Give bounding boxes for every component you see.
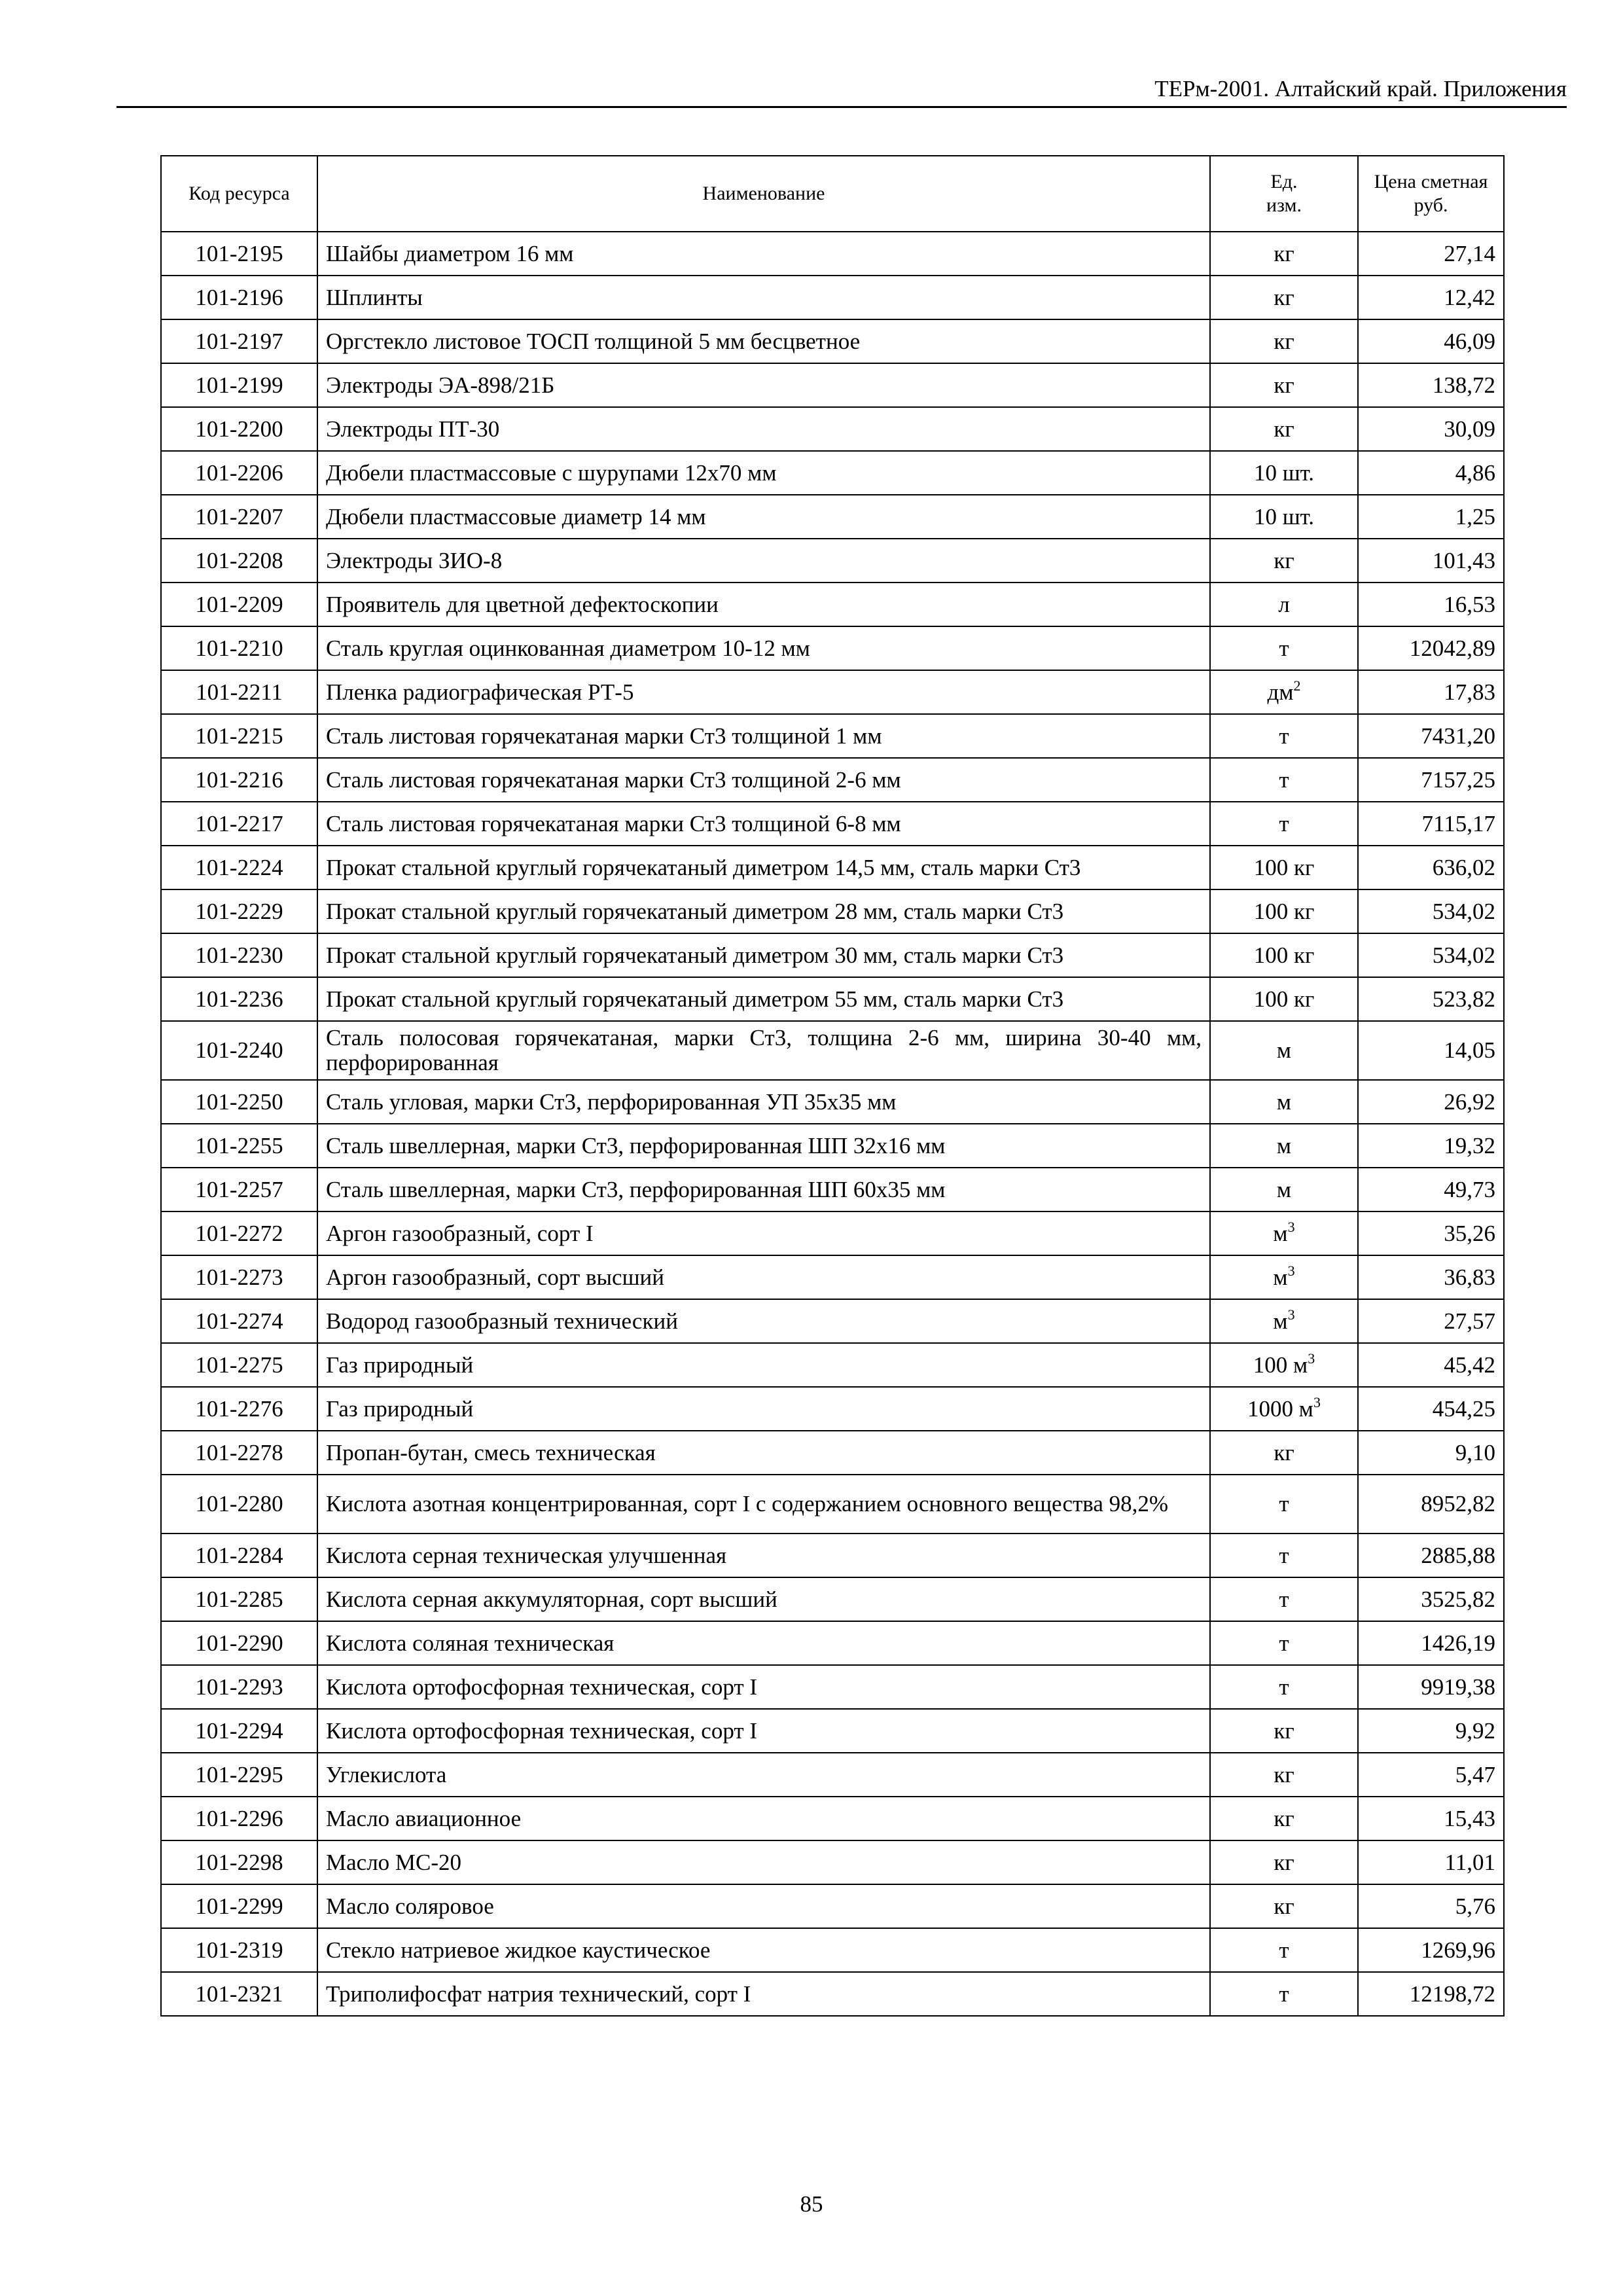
price-cell: 1269,96 bbox=[1358, 1928, 1504, 1972]
column-header-unit: Ед. изм. bbox=[1210, 156, 1358, 232]
unit-cell: кг bbox=[1210, 319, 1358, 363]
table-row bbox=[161, 583, 1504, 626]
table-row bbox=[161, 1021, 1504, 1080]
unit-cell: 100 кг bbox=[1210, 977, 1358, 1021]
resource-code-cell: 101-2215 bbox=[161, 714, 317, 758]
resource-code-cell: 101-2290 bbox=[161, 1621, 317, 1665]
unit-cell: кг bbox=[1210, 232, 1358, 276]
resource-name-cell: Кислота серная аккумуляторная, сорт высший bbox=[317, 1577, 1210, 1621]
price-cell: 16,53 bbox=[1358, 583, 1504, 626]
price-cell: 30,09 bbox=[1358, 407, 1504, 451]
unit-cell: 100 $м^3$ bbox=[1210, 1343, 1358, 1387]
unit-cell: т bbox=[1210, 1621, 1358, 1665]
price-cell: 15,43 bbox=[1358, 1797, 1504, 1840]
unit-cell: т bbox=[1210, 1475, 1358, 1534]
resource-name-cell: Прокат стальной круглый горячекатаный диметром 55 мм, сталь марки Ст3 bbox=[317, 977, 1210, 1021]
resource-code-cell: 101-2250 bbox=[161, 1080, 317, 1124]
table-row bbox=[161, 1211, 1504, 1255]
price-cell: 14,05 bbox=[1358, 1021, 1504, 1080]
price-cell: 523,82 bbox=[1358, 977, 1504, 1021]
resource-name-cell: Кислота ортофосфорная техническая, сорт I bbox=[317, 1665, 1210, 1709]
resource-name-cell: Сталь круглая оцинкованная диаметром 10-12 мм bbox=[317, 626, 1210, 670]
price-cell: 45,42 bbox=[1358, 1343, 1504, 1387]
table-row bbox=[161, 495, 1504, 539]
header-title: ТЕРм-2001. Алтайский край. Приложения bbox=[1154, 76, 1567, 101]
price-cell: 454,25 bbox=[1358, 1387, 1504, 1431]
resource-price-table bbox=[160, 155, 1505, 2017]
resource-code-cell: 101-2284 bbox=[161, 1534, 317, 1577]
price-cell: 636,02 bbox=[1358, 846, 1504, 889]
resource-name-cell: Прокат стальной круглый горячекатаный диметром 30 мм, сталь марки Ст3 bbox=[317, 933, 1210, 977]
table-row bbox=[161, 232, 1504, 276]
table-row bbox=[161, 714, 1504, 758]
resource-name-cell: Кислота азотная концентрированная, сорт I с содержанием основного вещества 98,2% bbox=[317, 1475, 1210, 1534]
unit-cell: $м^3$ bbox=[1210, 1211, 1358, 1255]
unit-cell: кг bbox=[1210, 407, 1358, 451]
unit-cell: т bbox=[1210, 1577, 1358, 1621]
resource-name-cell: Масло МС-20 bbox=[317, 1840, 1210, 1884]
table-row bbox=[161, 758, 1504, 802]
resource-code-cell: 101-2298 bbox=[161, 1840, 317, 1884]
unit-cell: кг bbox=[1210, 1753, 1358, 1797]
unit-cell: т bbox=[1210, 802, 1358, 846]
table-body bbox=[161, 232, 1504, 2016]
resource-code-cell: 101-2278 bbox=[161, 1431, 317, 1475]
resource-code-cell: 101-2217 bbox=[161, 802, 317, 846]
price-cell: 4,86 bbox=[1358, 451, 1504, 495]
unit-cell: $м^3$ bbox=[1210, 1299, 1358, 1343]
price-cell: 9919,38 bbox=[1358, 1665, 1504, 1709]
unit-cell: т bbox=[1210, 626, 1358, 670]
unit-cell: кг bbox=[1210, 539, 1358, 583]
resource-name-cell: Кислота серная техническая улучшенная bbox=[317, 1534, 1210, 1577]
table-row bbox=[161, 889, 1504, 933]
table-row bbox=[161, 1124, 1504, 1168]
resource-code-cell: 101-2294 bbox=[161, 1709, 317, 1753]
table-row bbox=[161, 276, 1504, 319]
price-cell: 35,26 bbox=[1358, 1211, 1504, 1255]
unit-cell: кг bbox=[1210, 276, 1358, 319]
resource-code-cell: 101-2230 bbox=[161, 933, 317, 977]
unit-cell: м bbox=[1210, 1080, 1358, 1124]
price-cell: 101,43 bbox=[1358, 539, 1504, 583]
resource-code-cell: 101-2240 bbox=[161, 1021, 317, 1080]
price-cell: 1,25 bbox=[1358, 495, 1504, 539]
unit-exponent: 3 bbox=[1287, 1262, 1295, 1279]
table-row bbox=[161, 670, 1504, 714]
table-row bbox=[161, 1080, 1504, 1124]
resource-name-cell: Триполифосфат натрия технический, сорт I bbox=[317, 1972, 1210, 2016]
resource-name-cell: Прокат стальной круглый горячекатаный диметром 28 мм, сталь марки Ст3 bbox=[317, 889, 1210, 933]
unit-cell: т bbox=[1210, 1928, 1358, 1972]
resource-code-cell: 101-2296 bbox=[161, 1797, 317, 1840]
resource-name-cell: Углекислота bbox=[317, 1753, 1210, 1797]
unit-exponent: 3 bbox=[1287, 1306, 1295, 1323]
resource-code-cell: 101-2257 bbox=[161, 1168, 317, 1211]
price-cell: 12042,89 bbox=[1358, 626, 1504, 670]
resource-code-cell: 101-2276 bbox=[161, 1387, 317, 1431]
resource-code-cell: 101-2274 bbox=[161, 1299, 317, 1343]
unit-cell: $дм^2$ bbox=[1210, 670, 1358, 714]
unit-exponent: 3 bbox=[1313, 1393, 1321, 1410]
unit-cell: т bbox=[1210, 1534, 1358, 1577]
price-cell: 7115,17 bbox=[1358, 802, 1504, 846]
price-cell: 17,83 bbox=[1358, 670, 1504, 714]
resource-name-cell: Оргстекло листовое ТОСП толщиной 5 мм бесцветное bbox=[317, 319, 1210, 363]
table-row bbox=[161, 1475, 1504, 1534]
resource-code-cell: 101-2206 bbox=[161, 451, 317, 495]
resource-name-cell: Кислота ортофосфорная техническая, сорт I bbox=[317, 1709, 1210, 1753]
resource-code-cell: 101-2275 bbox=[161, 1343, 317, 1387]
resource-name-cell: Электроды ЭА-898/21Б bbox=[317, 363, 1210, 407]
price-cell: 8952,82 bbox=[1358, 1475, 1504, 1534]
running-header bbox=[116, 73, 1567, 108]
resource-name-cell: Стекло натриевое жидкое каустическое bbox=[317, 1928, 1210, 1972]
resource-name-cell: Пропан-бутан, смесь техническая bbox=[317, 1431, 1210, 1475]
unit-cell: 100 кг bbox=[1210, 889, 1358, 933]
unit-exponent: 3 bbox=[1287, 1218, 1295, 1235]
resource-code-cell: 101-2319 bbox=[161, 1928, 317, 1972]
resource-code-cell: 101-2209 bbox=[161, 583, 317, 626]
resource-name-cell: Прокат стальной круглый горячекатаный диметром 14,5 мм, сталь марки Ст3 bbox=[317, 846, 1210, 889]
resource-code-cell: 101-2295 bbox=[161, 1753, 317, 1797]
resource-name-cell: Аргон газообразный, сорт высший bbox=[317, 1255, 1210, 1299]
unit-cell: кг bbox=[1210, 1884, 1358, 1928]
price-cell: 36,83 bbox=[1358, 1255, 1504, 1299]
table-row bbox=[161, 1709, 1504, 1753]
table-header-row bbox=[161, 156, 1504, 232]
unit-exponent: 3 bbox=[1308, 1350, 1315, 1367]
resource-code-cell: 101-2197 bbox=[161, 319, 317, 363]
table-row bbox=[161, 1797, 1504, 1840]
table-row bbox=[161, 1534, 1504, 1577]
table-row bbox=[161, 846, 1504, 889]
table-row bbox=[161, 1255, 1504, 1299]
table-row bbox=[161, 1299, 1504, 1343]
table-row bbox=[161, 1665, 1504, 1709]
price-cell: 9,92 bbox=[1358, 1709, 1504, 1753]
unit-cell: м bbox=[1210, 1168, 1358, 1211]
unit-cell: т bbox=[1210, 758, 1358, 802]
table-row bbox=[161, 319, 1504, 363]
table-row bbox=[161, 1928, 1504, 1972]
table-row bbox=[161, 1972, 1504, 2016]
table-row bbox=[161, 539, 1504, 583]
unit-cell: л bbox=[1210, 583, 1358, 626]
table-row bbox=[161, 626, 1504, 670]
resource-code-cell: 101-2229 bbox=[161, 889, 317, 933]
price-cell: 534,02 bbox=[1358, 889, 1504, 933]
unit-cell: кг bbox=[1210, 1431, 1358, 1475]
table-row bbox=[161, 1577, 1504, 1621]
resource-code-cell: 101-2195 bbox=[161, 232, 317, 276]
price-cell: 49,73 bbox=[1358, 1168, 1504, 1211]
resource-name-cell: Водород газообразный технический bbox=[317, 1299, 1210, 1343]
resource-code-cell: 101-2293 bbox=[161, 1665, 317, 1709]
price-cell: 7431,20 bbox=[1358, 714, 1504, 758]
table-row bbox=[161, 363, 1504, 407]
unit-cell: м bbox=[1210, 1021, 1358, 1080]
resource-code-cell: 101-2272 bbox=[161, 1211, 317, 1255]
unit-cell: т bbox=[1210, 714, 1358, 758]
unit-cell: 10 шт. bbox=[1210, 495, 1358, 539]
resource-code-cell: 101-2236 bbox=[161, 977, 317, 1021]
resource-name-cell: Газ природный bbox=[317, 1343, 1210, 1387]
resource-code-cell: 101-2200 bbox=[161, 407, 317, 451]
unit-cell: 1000 $м^3$ bbox=[1210, 1387, 1358, 1431]
unit-cell: кг bbox=[1210, 1840, 1358, 1884]
column-header-name: Наименование bbox=[317, 156, 1210, 232]
price-cell: 9,10 bbox=[1358, 1431, 1504, 1475]
unit-cell: кг bbox=[1210, 1709, 1358, 1753]
table-row bbox=[161, 1431, 1504, 1475]
resource-code-cell: 101-2216 bbox=[161, 758, 317, 802]
resource-name-cell: Масло авиационное bbox=[317, 1797, 1210, 1840]
resource-code-cell: 101-2273 bbox=[161, 1255, 317, 1299]
resource-code-cell: 101-2207 bbox=[161, 495, 317, 539]
resource-name-cell: Кислота соляная техническая bbox=[317, 1621, 1210, 1665]
price-cell: 27,14 bbox=[1358, 232, 1504, 276]
resource-name-cell: Газ природный bbox=[317, 1387, 1210, 1431]
resource-name-cell: Шайбы диаметром 16 мм bbox=[317, 232, 1210, 276]
unit-cell: $м^3$ bbox=[1210, 1255, 1358, 1299]
resource-name-cell: Пленка радиографическая РТ-5 bbox=[317, 670, 1210, 714]
resource-name-cell: Сталь листовая горячекатаная марки Ст3 толщиной 1 мм bbox=[317, 714, 1210, 758]
price-cell: 138,72 bbox=[1358, 363, 1504, 407]
resource-code-cell: 101-2299 bbox=[161, 1884, 317, 1928]
table-row bbox=[161, 1753, 1504, 1797]
price-cell: 5,76 bbox=[1358, 1884, 1504, 1928]
resource-code-cell: 101-2280 bbox=[161, 1475, 317, 1534]
resource-name-cell: Дюбели пластмассовые с шурупами 12х70 мм bbox=[317, 451, 1210, 495]
table-row bbox=[161, 451, 1504, 495]
price-cell: 2885,88 bbox=[1358, 1534, 1504, 1577]
price-cell: 12198,72 bbox=[1358, 1972, 1504, 2016]
resource-name-cell: Сталь полосовая горячекатаная, марки Ст3, толщина 2-6 мм, ширина 30-40 мм, перфорированная bbox=[317, 1021, 1210, 1080]
price-cell: 3525,82 bbox=[1358, 1577, 1504, 1621]
column-header-code: Код ресурса bbox=[161, 156, 317, 232]
unit-cell: 100 кг bbox=[1210, 846, 1358, 889]
resource-name-cell: Проявитель для цветной дефектоскопии bbox=[317, 583, 1210, 626]
resource-name-cell: Шплинты bbox=[317, 276, 1210, 319]
resource-code-cell: 101-2285 bbox=[161, 1577, 317, 1621]
unit-cell: т bbox=[1210, 1665, 1358, 1709]
resource-name-cell: Аргон газообразный, сорт I bbox=[317, 1211, 1210, 1255]
resource-name-cell: Дюбели пластмассовые диаметр 14 мм bbox=[317, 495, 1210, 539]
price-cell: 27,57 bbox=[1358, 1299, 1504, 1343]
resource-name-cell: Сталь угловая, марки Ст3, перфорированная УП 35х35 мм bbox=[317, 1080, 1210, 1124]
table-row bbox=[161, 1621, 1504, 1665]
table-row bbox=[161, 802, 1504, 846]
unit-exponent: 2 bbox=[1293, 677, 1301, 694]
unit-cell: м bbox=[1210, 1124, 1358, 1168]
table-row bbox=[161, 1387, 1504, 1431]
unit-cell: 10 шт. bbox=[1210, 451, 1358, 495]
page-number: 85 bbox=[800, 2191, 823, 2217]
price-cell: 1426,19 bbox=[1358, 1621, 1504, 1665]
unit-cell: т bbox=[1210, 1972, 1358, 2016]
resource-name-cell: Сталь листовая горячекатаная марки Ст3 толщиной 2-6 мм bbox=[317, 758, 1210, 802]
resource-name-cell: Сталь листовая горячекатаная марки Ст3 толщиной 6-8 мм bbox=[317, 802, 1210, 846]
table-row bbox=[161, 933, 1504, 977]
price-cell: 534,02 bbox=[1358, 933, 1504, 977]
price-cell: 26,92 bbox=[1358, 1080, 1504, 1124]
price-cell: 7157,25 bbox=[1358, 758, 1504, 802]
resource-code-cell: 101-2199 bbox=[161, 363, 317, 407]
resource-name-cell: Электроды ЗИО-8 bbox=[317, 539, 1210, 583]
table-row bbox=[161, 1840, 1504, 1884]
resource-name-cell: Масло соляровое bbox=[317, 1884, 1210, 1928]
resource-code-cell: 101-2196 bbox=[161, 276, 317, 319]
unit-cell: 100 кг bbox=[1210, 933, 1358, 977]
table-row bbox=[161, 1884, 1504, 1928]
resource-code-cell: 101-2210 bbox=[161, 626, 317, 670]
table-row bbox=[161, 1343, 1504, 1387]
price-cell: 5,47 bbox=[1358, 1753, 1504, 1797]
resource-name-cell: Электроды ПТ-30 bbox=[317, 407, 1210, 451]
resource-name-cell: Сталь швеллерная, марки Ст3, перфорированная ШП 32х16 мм bbox=[317, 1124, 1210, 1168]
resource-code-cell: 101-2224 bbox=[161, 846, 317, 889]
price-cell: 46,09 bbox=[1358, 319, 1504, 363]
table-row bbox=[161, 977, 1504, 1021]
resource-name-cell: Сталь швеллерная, марки Ст3, перфорированная ШП 60х35 мм bbox=[317, 1168, 1210, 1211]
resource-code-cell: 101-2255 bbox=[161, 1124, 317, 1168]
resource-code-cell: 101-2211 bbox=[161, 670, 317, 714]
unit-cell: кг bbox=[1210, 1797, 1358, 1840]
column-header-price: Цена сметная руб. bbox=[1358, 156, 1504, 232]
table-row bbox=[161, 1168, 1504, 1211]
resource-code-cell: 101-2208 bbox=[161, 539, 317, 583]
resource-code-cell: 101-2321 bbox=[161, 1972, 317, 2016]
price-cell: 19,32 bbox=[1358, 1124, 1504, 1168]
price-cell: 11,01 bbox=[1358, 1840, 1504, 1884]
unit-cell: кг bbox=[1210, 363, 1358, 407]
price-cell: 12,42 bbox=[1358, 276, 1504, 319]
table-row bbox=[161, 407, 1504, 451]
